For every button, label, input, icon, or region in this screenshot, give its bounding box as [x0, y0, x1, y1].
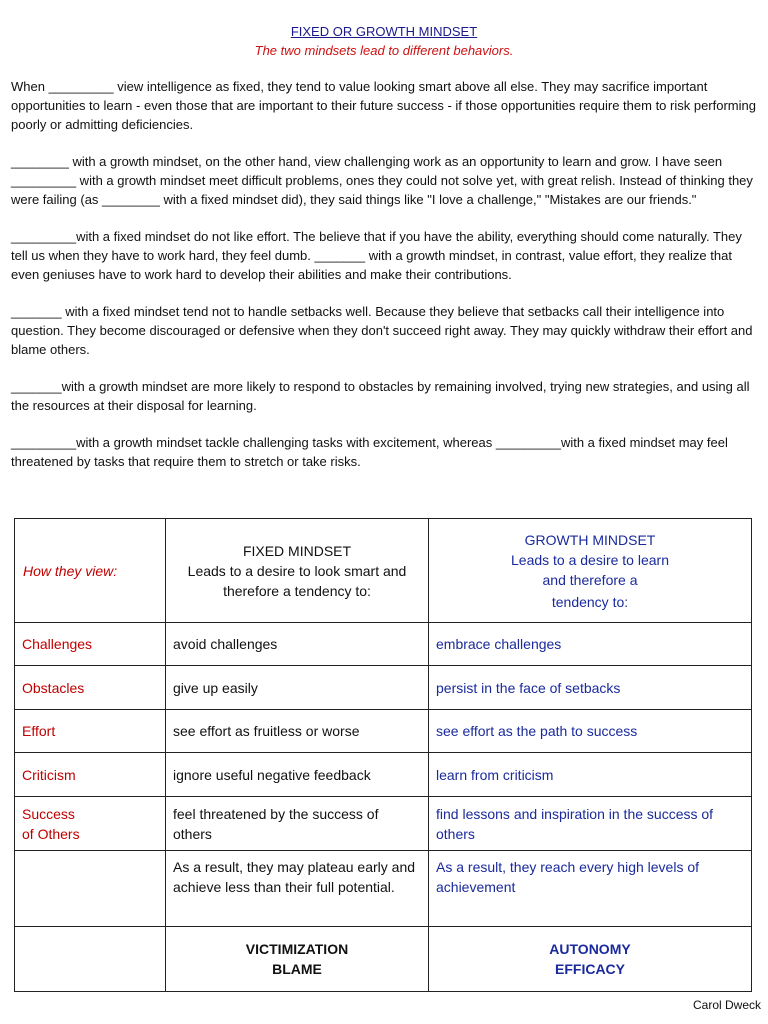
mindset-comparison-table: [14, 518, 752, 992]
growth-mindset-title: GROWTH MINDSET: [524, 531, 656, 548]
footer-row: [15, 927, 752, 992]
growth-mindset-header: [429, 519, 752, 623]
growth-cell: embrace challenges: [429, 623, 752, 666]
row-label: Criticism: [15, 753, 166, 797]
growth-mindset-subtitle-1: Leads to a desire to learn: [511, 551, 669, 568]
fixed-footer-line-2: BLAME: [272, 961, 322, 977]
growth-cell: find lessons and inspiration in the success of others: [429, 797, 752, 851]
growth-footer-cell: [429, 927, 752, 992]
result-row: [15, 851, 752, 927]
paragraph-2: ________ with a growth mindset, on the other hand, view challenging work as an opportunity to learn and grow. I have seen _________ with a growth mindset meet difficult problems, ones they could not solve yet, with great relish. Instead of thinking they were failing (as ________ with a fixed mindset did), they said things like "I love a challenge," "Mistakes are our friends.": [11, 154, 753, 207]
growth-footer-line-1: AUTONOMY: [549, 941, 631, 957]
row-label: Obstacles: [15, 666, 166, 710]
paragraph-6: _________with a growth mindset tackle challenging tasks with excitement, whereas _________with a fixed mindset may feel threatened by tasks that require them to stretch or take risks.: [11, 435, 728, 469]
empty-cell: [15, 927, 166, 992]
growth-result-cell: As a result, they reach every high levels of achievement: [429, 851, 752, 927]
fixed-mindset-title: FIXED MINDSET: [242, 542, 352, 559]
row-label: Challenges: [15, 623, 166, 666]
fixed-mindset-subtitle: Leads to a desire to look smart and therefore a tendency to:: [187, 562, 407, 599]
worksheet-subtitle: The two mindsets lead to different behaviors.: [254, 43, 514, 58]
fixed-cell: give up easily: [166, 666, 429, 710]
paragraph-5: _______with a growth mindset are more likely to respond to obstacles by remaining involved, trying new strategies, and using all the resources at their disposal for learning.: [11, 379, 750, 413]
table-row: [15, 666, 752, 710]
fixed-cell: see effort as fruitless or worse: [166, 710, 429, 753]
growth-mindset-subtitle-3: tendency to:: [551, 593, 629, 610]
fixed-footer-line-1: VICTIMIZATION: [245, 941, 349, 957]
table-header-row: [15, 519, 752, 623]
worksheet-header: [0, 24, 768, 60]
table-row: [15, 797, 752, 851]
fixed-cell: feel threatened by the success of others: [166, 797, 429, 851]
row-label: Success of Others: [15, 797, 166, 851]
growth-cell: learn from criticism: [429, 753, 752, 797]
author-credit: Carol Dweck: [692, 998, 761, 1012]
growth-mindset-subtitle-2: and therefore a: [542, 571, 638, 588]
fill-in-paragraphs: [11, 77, 759, 489]
growth-footer-line-2: EFFICACY: [555, 961, 625, 977]
growth-cell: see effort as the path to success: [429, 710, 752, 753]
how-they-view-label: How they view:: [15, 519, 166, 623]
fixed-cell: ignore useful negative feedback: [166, 753, 429, 797]
paragraph-3: _________with a fixed mindset do not like effort. The believe that if you have the ability, everything should come naturally. They tell us when they have to work hard, they feel dumb. _______ with a growth mindset, in contrast, value effort, they realize that even geniuses have to work hard to develop their abilities and make their contributions.: [11, 229, 742, 282]
table-row: [15, 623, 752, 666]
worksheet-title: FIXED OR GROWTH MINDSET: [290, 24, 478, 39]
paragraph-1: When _________ view intelligence as fixed, they tend to value looking smart above all else. They may sacrifice important opportunities to learn - even those that are important to their future success - if those opportunities require them to risk performing poorly or admitting deficiencies.: [11, 79, 756, 132]
fixed-footer-cell: [166, 927, 429, 992]
paragraph-4: _______ with a fixed mindset tend not to handle setbacks well. Because they believe that setbacks call their intelligence into question. They become discouraged or defensive when they don't succeed right away. They may quickly withdraw their effort and blame others.: [11, 304, 753, 357]
fixed-mindset-header: [166, 519, 429, 623]
growth-cell: persist in the face of setbacks: [429, 666, 752, 710]
row-label: Effort: [15, 710, 166, 753]
empty-cell: [15, 851, 166, 927]
table-row: [15, 710, 752, 753]
fixed-result-cell: As a result, they may plateau early and achieve less than their full potential.: [166, 851, 429, 927]
fixed-cell: avoid challenges: [166, 623, 429, 666]
table-row: [15, 753, 752, 797]
